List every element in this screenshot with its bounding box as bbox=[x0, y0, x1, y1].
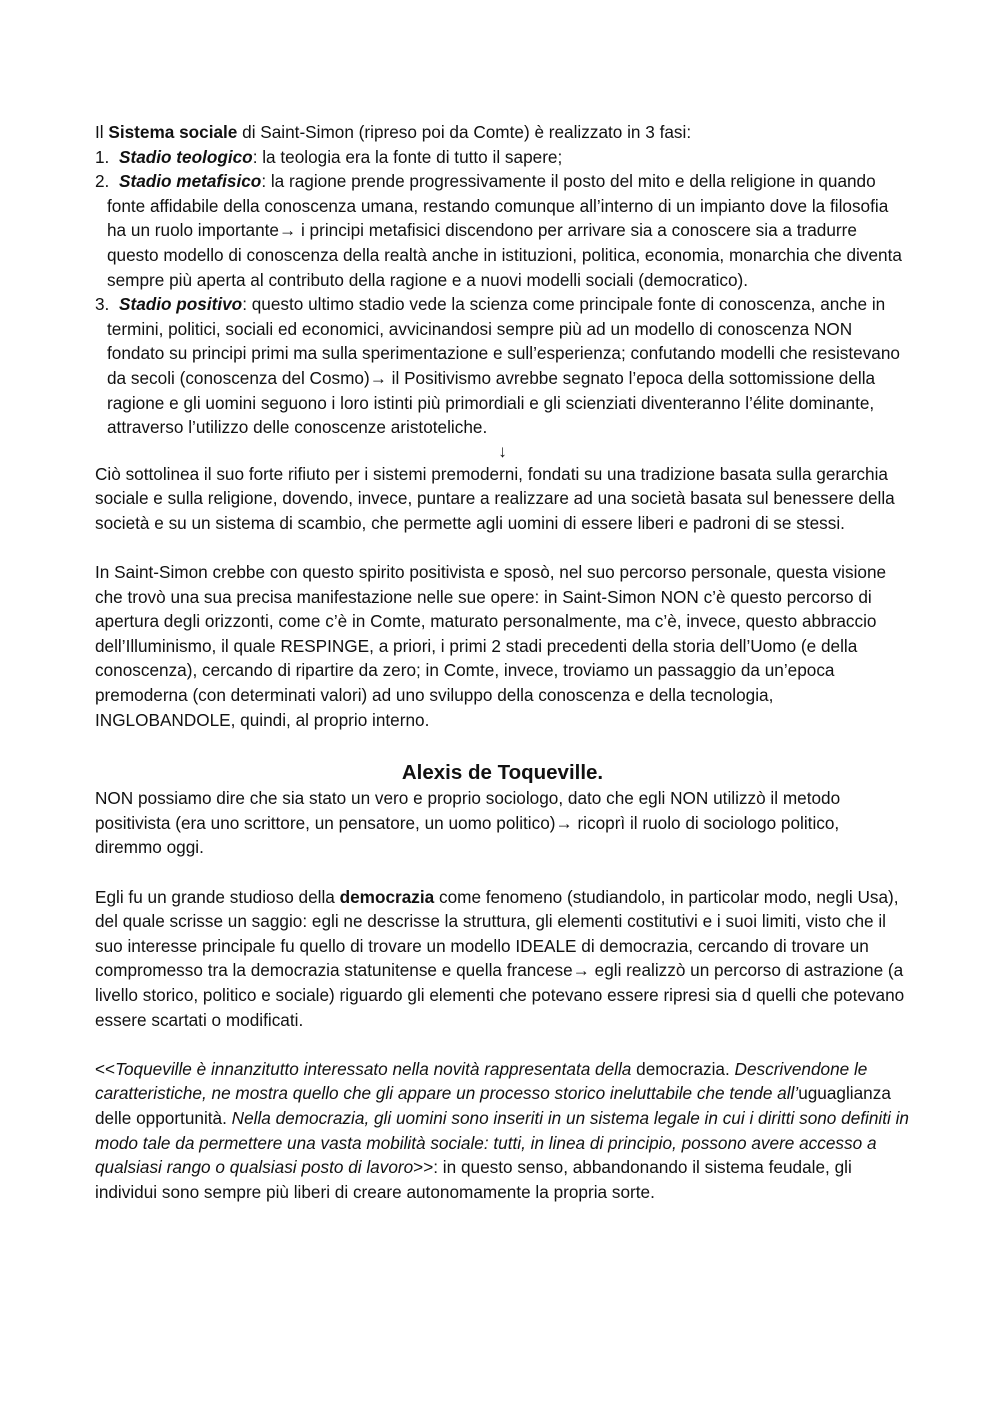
intro-bold-term: Sistema sociale bbox=[108, 122, 238, 142]
stage-text: : questo ultimo stadio vede la scienza come principale fonte di conoscenza, anche in termini, politici, sociali ed economici, avvicinandosi sempre più ad un modello di conoscenza NON fondato su principi primi ma sulla sperimentazione e sull’esperienza; confutando modelli che resistevano da secoli (conoscenza del Cosmo) bbox=[107, 294, 900, 388]
right-arrow-icon: → bbox=[278, 220, 297, 241]
paragraph-democracy: Egli fu un grande studioso della democrazia come fenomeno (studiandolo, in particolar modo, negli Usa), del quale scrisse un saggio: egli ne descrisse la struttura, gli elementi costitutivi e i suoi limiti, visto che il suo interesse principale fu quello di trovare un modello IDEALE di democrazia, cercando di trovare un compromesso tra la democrazia statunitense e quella francese→ egli realizzò un percorso di astrazione (a livello storico, politico e sociale) riguardo gli elementi che potevano essere ripresi sia d quelli che potevano essere scartati o modificati. bbox=[95, 886, 905, 1030]
paragraph-quote: <<Toqueville è innanzitutto interessato nella novità rappresentata della democrazia. Descrivendone le caratteristiche, ne mostra quello che gli appare un processo storico ineluttabile che tende all’uguaglianza delle opportunità. Nella democrazia, gli uomini sono inseriti in un sistema legale in cui i diritti sono definiti in modo tale da permettere una vasta mobilità sociale: tutti, in linea di principio, possono avere accesso a qualsiasi rango o qualsiasi posto di lavoro>>: in questo senso, abbandonando il sistema feudale, gli individui sono sempre più liberi di creare autonomamente la propria sorte. bbox=[95, 1058, 909, 1202]
right-arrow-icon: → bbox=[369, 367, 387, 388]
stage-title: Stadio teologico bbox=[119, 146, 253, 167]
section-heading: Alexis de Toqueville. bbox=[401, 761, 604, 785]
list-number: 1. bbox=[95, 146, 110, 167]
intro-text-end: di Saint-Simon (ripreso poi da Comte) è realizzato in 3 fasi: bbox=[237, 122, 692, 142]
down-arrow-icon: ↓ bbox=[498, 440, 507, 461]
list-item-stage-2 bbox=[95, 169, 910, 292]
stages-list bbox=[95, 145, 910, 440]
paragraph-saint-simon: In Saint-Simon crebbe con questo spirito positivista e sposò, nel suo percorso personale, questa visione che trovò una sua precisa manifestazione nelle sue opere: in Saint-Simon NON c’è questo percorso di apertura degli orizzonti, come c’è in Comte, maturato personalmente, ma c’è, invece, questo abbraccio dell’Illuminismo, il quale RESPINGE, a priori, i primi 2 stadi precedenti della storia dell’Uomo (e della conoscenza), cercando di ripartire da zero; in Comte, invece, troviamo un passaggio da un’epoca premoderna (con determinati valori) ad uno sviluppo della conoscenza e della tecnologia, INGLOBANDOLE, quindi, al proprio interno. bbox=[95, 562, 887, 730]
stage-text-continued: il Positivismo avrebbe segnato l’epoca della sottomissione della ragione e gli uomini seguono i loro istinti più primordiali e gli scienziati diventeranno l’élite dominante, attraverso l’utilizzo delle conoscenze aristoteliche. bbox=[107, 367, 876, 438]
paragraph-rejection: Ciò sottolinea il suo forte rifiuto per i sistemi premoderni, fondati su una tradizione basata sulla gerarchia sociale e sulla religione, dovendo, invece, puntare a realizzare ad una società basata sul benessere della società e su un sistema di scambio, che permette agli uomini di essere liberi e padroni di se stessi. bbox=[95, 463, 895, 533]
stage-text: : la ragione prende progressivamente il posto del mito e della religione in quando fonte affidabile della conoscenza umana, restando comunque all’interno di un impianto dove la filosofia ha un ruolo importante bbox=[107, 171, 889, 241]
democracy-bold-term: democrazia bbox=[339, 886, 435, 907]
document-page bbox=[95, 120, 910, 1204]
paragraph-toqueville-intro: NON possiamo dire che sia stato un vero e proprio sociologo, dato che egli NON utilizzò il metodo positivista (era uno scrittore, un pensatore, un uomo politico)→ ricoprì il ruolo di sociologo politico, diremmo oggi. bbox=[95, 788, 841, 858]
intro-text: Il bbox=[95, 122, 109, 142]
list-item-stage-1 bbox=[95, 145, 910, 170]
intro-paragraph bbox=[95, 120, 910, 145]
stage-text-continued: i principi metafisici discendono per arrivare sia a conoscere sia a tradurre questo modello di conoscenza della realtà anche in istituzioni, politica, economia, monarchia che diventa sempre più aperta al contributo della ragione e a nuovi modelli sociali (democratico). bbox=[107, 220, 902, 290]
list-number: 2. bbox=[95, 171, 110, 192]
stage-title: Stadio metafisico bbox=[119, 171, 262, 192]
stage-title: Stadio positivo bbox=[119, 294, 243, 315]
stage-text: : la teologia era la fonte di tutto il sapere; bbox=[252, 146, 563, 167]
list-item-stage-3 bbox=[95, 292, 910, 440]
list-number: 3. bbox=[95, 294, 110, 315]
